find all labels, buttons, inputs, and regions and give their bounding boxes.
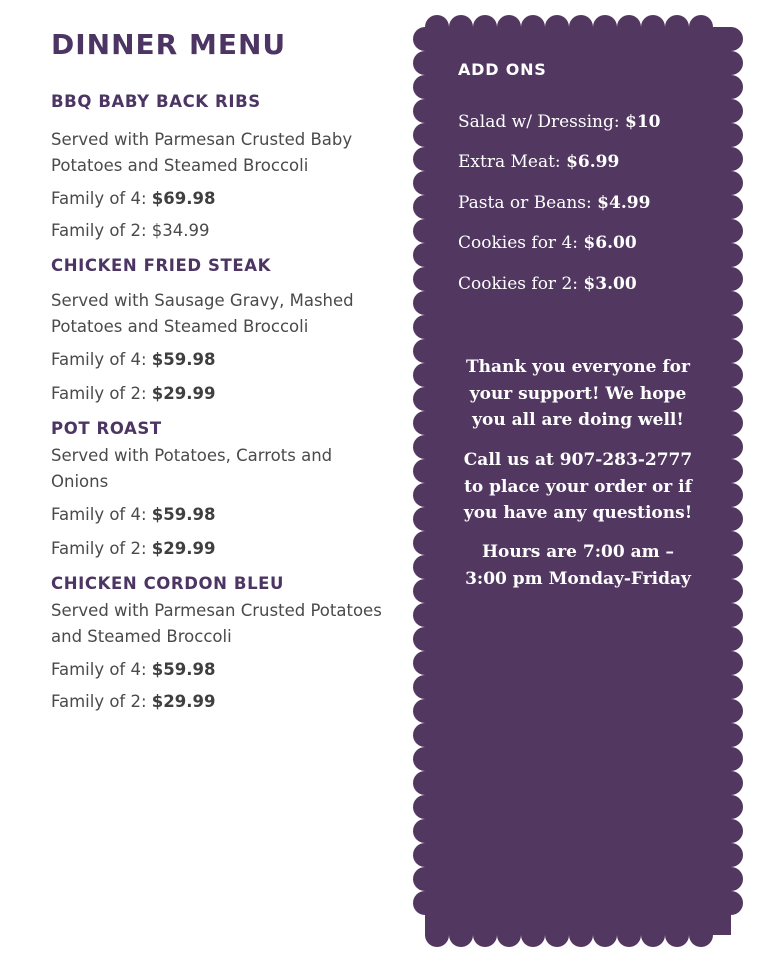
price-family-of-2	[51, 692, 215, 711]
scallop-edge	[425, 923, 449, 947]
scallop-edge	[413, 243, 437, 267]
note-line: you have any questions!	[463, 503, 693, 523]
add-on-price: $4.99	[597, 193, 651, 213]
scallop-edge	[413, 699, 437, 723]
scallop-edge	[719, 387, 743, 411]
price-family-of-2	[51, 221, 210, 240]
scallop-edge	[719, 435, 743, 459]
scallop-edge	[569, 15, 593, 39]
scallop-edge	[719, 603, 743, 627]
scallop-edge	[719, 219, 743, 243]
description-line: Served with Sausage Gravy, Mashed	[51, 291, 354, 310]
price-family-of-2	[51, 539, 215, 558]
menu-item-title: CHICKEN FRIED STEAK	[51, 256, 271, 275]
scallop-edge	[719, 315, 743, 339]
price-label: Family of 4:	[51, 189, 152, 208]
scallop-edge	[413, 315, 437, 339]
scallop-edge	[413, 411, 437, 435]
add-on-item	[458, 193, 650, 213]
scallop-edge	[413, 555, 437, 579]
price-family-of-4	[51, 350, 215, 369]
scallop-edge	[665, 15, 689, 39]
scallop-edge	[719, 699, 743, 723]
page-title: DINNER MENU	[51, 28, 287, 61]
scallop-edge	[719, 627, 743, 651]
scallop-edge	[719, 459, 743, 483]
add-on-label: Pasta or Beans:	[458, 193, 598, 213]
scallop-edge	[719, 555, 743, 579]
scallop-edge	[413, 579, 437, 603]
price-family-of-4	[51, 189, 215, 208]
add-on-item	[458, 112, 661, 132]
scallop-edge	[413, 627, 437, 651]
note-line: Thank you everyone for	[466, 357, 690, 377]
scallop-edge	[413, 651, 437, 675]
add-on-label: Extra Meat:	[458, 152, 567, 172]
scallop-edge	[413, 459, 437, 483]
description-line: Potatoes and Steamed Broccoli	[51, 156, 309, 175]
description-line: Served with Parmesan Crusted Baby	[51, 130, 353, 149]
scallop-edge	[719, 675, 743, 699]
add-on-item	[458, 274, 637, 294]
note-line: Hours are 7:00 am –	[481, 542, 674, 562]
scallop-edge	[473, 15, 497, 39]
price-value: $29.99	[151, 384, 216, 403]
scallop-edge	[719, 771, 743, 795]
scallop-edge	[545, 15, 569, 39]
add-ons-title: ADD ONS	[458, 60, 547, 79]
scallop-edge	[719, 819, 743, 843]
scallop-edge	[413, 819, 437, 843]
scallop-edge	[413, 483, 437, 507]
scallop-edge	[719, 507, 743, 531]
scallop-edge	[413, 771, 437, 795]
scallop-edge	[719, 411, 743, 435]
price-family-of-4	[51, 505, 215, 524]
scallop-edge	[719, 171, 743, 195]
add-on-label: Cookies for 4:	[458, 233, 584, 253]
scallop-edge	[719, 651, 743, 675]
scallop-edge	[569, 923, 593, 947]
scallop-edge	[719, 195, 743, 219]
price-family-of-2	[51, 384, 215, 403]
add-on-price: $10	[625, 112, 661, 132]
scallop-edge	[719, 147, 743, 171]
scallop-edge	[521, 923, 545, 947]
add-on-label: Salad w/ Dressing:	[458, 112, 625, 132]
scallop-edge	[719, 339, 743, 363]
scallop-edge	[413, 291, 437, 315]
scallop-edge	[413, 147, 437, 171]
description-line: Potatoes and Steamed Broccoli	[51, 317, 309, 336]
scallop-edge	[719, 531, 743, 555]
scallop-edge	[413, 795, 437, 819]
scallop-edge	[413, 435, 437, 459]
add-on-label: Cookies for 2:	[458, 274, 584, 294]
note-line: you all are doing well!	[472, 410, 684, 430]
scallop-edge	[689, 923, 713, 947]
contact-note	[448, 447, 708, 527]
price-label: Family of 2:	[51, 539, 152, 558]
menu-item-description	[51, 598, 411, 650]
scallop-edge	[413, 603, 437, 627]
scallop-edge	[719, 747, 743, 771]
scallop-edge	[413, 27, 437, 51]
scallop-edge	[719, 579, 743, 603]
price-value: $69.98	[151, 189, 216, 208]
add-on-item	[458, 152, 619, 172]
menu-item-description	[51, 443, 411, 495]
price-value: $29.99	[151, 539, 216, 558]
note-line: Call us at 907-283-2777	[463, 450, 693, 470]
scallop-edge	[641, 15, 665, 39]
menu-item-description	[51, 288, 411, 340]
scallop-edge	[719, 99, 743, 123]
scallop-edge	[719, 795, 743, 819]
price-value: $59.98	[151, 505, 216, 524]
scallop-edge	[719, 891, 743, 915]
scallop-edge	[413, 843, 437, 867]
scallop-edge	[413, 675, 437, 699]
scallop-edge	[413, 867, 437, 891]
add-on-price: $6.99	[566, 152, 620, 172]
scallop-edge	[617, 15, 641, 39]
scallop-edge	[719, 723, 743, 747]
price-label: Family of 2:	[51, 384, 152, 403]
price-value: $59.98	[151, 350, 216, 369]
price-label: Family of 4:	[51, 505, 152, 524]
menu-item-title: POT ROAST	[51, 419, 162, 438]
scallop-edge	[413, 99, 437, 123]
scallop-edge	[617, 923, 641, 947]
scallop-edge	[719, 291, 743, 315]
scallop-edge	[719, 243, 743, 267]
scallop-edge	[719, 123, 743, 147]
scallop-edge	[413, 171, 437, 195]
scallop-edge	[413, 339, 437, 363]
add-on-price: $6.00	[583, 233, 637, 253]
scallop-edge	[593, 15, 617, 39]
scallop-edge	[593, 923, 617, 947]
scallop-edge	[497, 923, 521, 947]
note-line: your support! We hope	[469, 383, 687, 404]
price-label: Family of 4:	[51, 660, 152, 679]
scallop-edge	[413, 219, 437, 243]
scallop-edge	[641, 923, 665, 947]
scallop-edge	[719, 51, 743, 75]
scallop-edge	[665, 923, 689, 947]
thank-you-note	[448, 354, 708, 434]
price-label: Family of 4:	[51, 350, 152, 369]
scallop-edge	[413, 747, 437, 771]
scallop-edge	[719, 843, 743, 867]
scallop-edge	[413, 363, 437, 387]
menu-item-title: BBQ BABY BACK RIBS	[51, 92, 261, 111]
price-value: $59.98	[151, 660, 216, 679]
scallop-edge	[719, 363, 743, 387]
description-line: Onions	[51, 472, 109, 491]
scallop-edge	[719, 27, 743, 51]
description-line: and Steamed Broccoli	[51, 627, 232, 646]
price-value: $29.99	[151, 692, 216, 711]
scallop-edge	[497, 15, 521, 39]
price-family-of-4	[51, 660, 215, 679]
scallop-edge	[413, 723, 437, 747]
scallop-edge	[449, 923, 473, 947]
scallop-edge	[545, 923, 569, 947]
scallop-edge	[413, 267, 437, 291]
scallop-edge	[521, 15, 545, 39]
scallop-edge	[413, 123, 437, 147]
scallop-edge	[449, 15, 473, 39]
price-value: 34.99	[162, 221, 210, 240]
menu-item-description	[51, 127, 411, 179]
scallop-edge	[719, 267, 743, 291]
price-label: Family of 2:	[51, 692, 152, 711]
scallop-edge	[413, 507, 437, 531]
menu-item-title: CHICKEN CORDON BLEU	[51, 574, 285, 593]
scallop-edge	[689, 15, 713, 39]
scallop-edge	[413, 195, 437, 219]
scallop-edge	[719, 75, 743, 99]
scallop-edge	[719, 483, 743, 507]
note-line: to place your order or if	[464, 476, 692, 497]
scallop-edge	[719, 867, 743, 891]
scallop-edge	[413, 75, 437, 99]
add-on-item	[458, 233, 637, 253]
scallop-edge	[473, 923, 497, 947]
scallop-edge	[413, 531, 437, 555]
scallop-edge	[413, 891, 437, 915]
description-line: Served with Potatoes, Carrots and	[51, 446, 333, 465]
scallop-edge	[413, 387, 437, 411]
price-label: Family of 2: $	[51, 221, 163, 240]
scallop-edge	[413, 51, 437, 75]
note-line: 3:00 pm Monday-Friday	[465, 568, 691, 589]
description-line: Served with Parmesan Crusted Potatoes	[51, 601, 382, 620]
hours-note	[448, 539, 708, 592]
add-on-price: $3.00	[583, 274, 637, 294]
